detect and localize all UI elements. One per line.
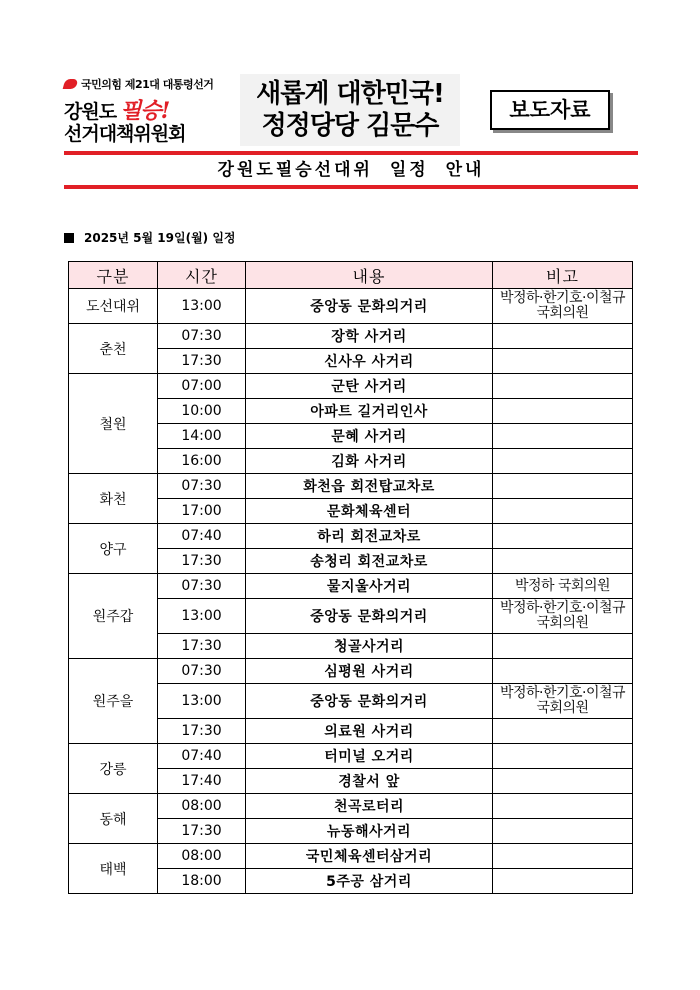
note-line2: 국회의원 — [536, 615, 589, 631]
title-rule-bottom — [64, 185, 638, 189]
region-cell: 태백 — [69, 844, 158, 894]
content-cell: 경찰서 앞 — [246, 769, 493, 794]
region-cell: 화천 — [69, 474, 158, 524]
time-cell: 07:30 — [158, 324, 246, 349]
party-line: 국민의힘 제21대 대통령선거 — [64, 76, 213, 92]
title-rule-top — [64, 151, 638, 155]
schedule-table — [68, 261, 633, 894]
time-cell: 10:00 — [158, 399, 246, 424]
time-cell: 14:00 — [158, 424, 246, 449]
time-cell: 07:40 — [158, 744, 246, 769]
time-cell: 16:00 — [158, 449, 246, 474]
note-cell — [493, 499, 633, 524]
note-cell — [493, 374, 633, 399]
content-cell: 천곡로터리 — [246, 794, 493, 819]
region-cell: 동해 — [69, 794, 158, 844]
note-cell — [493, 769, 633, 794]
time-cell: 17:30 — [158, 634, 246, 659]
note-cell — [493, 474, 633, 499]
table-row — [69, 374, 633, 399]
content-cell: 문화체육센터 — [246, 499, 493, 524]
press-release-label: 보도자료 — [490, 90, 610, 130]
table-row — [69, 794, 633, 819]
note-cell — [493, 324, 633, 349]
note-cell — [493, 869, 633, 894]
note-cell — [493, 684, 633, 719]
note-cell — [493, 659, 633, 684]
note-line1: 박정하·한기호·이철규 — [499, 290, 626, 306]
region-cell: 강릉 — [69, 744, 158, 794]
slogan-line2: 정정당당 김문수 — [261, 111, 439, 141]
content-cell: 터미널 오거리 — [246, 744, 493, 769]
content-cell: 청골사거리 — [246, 634, 493, 659]
table-row — [69, 574, 633, 599]
table-row — [69, 524, 633, 549]
note-cell — [493, 819, 633, 844]
table-row — [69, 324, 633, 349]
content-cell: 물지울사거리 — [246, 574, 493, 599]
region-cell: 철원 — [69, 374, 158, 474]
note-cell — [493, 794, 633, 819]
region-cell: 도선대위 — [69, 289, 158, 324]
content-cell: 장학 사거리 — [246, 324, 493, 349]
time-cell: 17:30 — [158, 719, 246, 744]
content-cell: 김화 사거리 — [246, 449, 493, 474]
content-cell: 심평원 사거리 — [246, 659, 493, 684]
content-cell: 하리 회전교차로 — [246, 524, 493, 549]
time-cell: 17:40 — [158, 769, 246, 794]
time-cell: 07:40 — [158, 524, 246, 549]
content-cell: 신사우 사거리 — [246, 349, 493, 374]
time-cell: 17:00 — [158, 499, 246, 524]
region-cell: 원주갑 — [69, 574, 158, 659]
content-cell: 중앙동 문화의거리 — [246, 599, 493, 634]
note-cell — [493, 719, 633, 744]
table-row — [69, 844, 633, 869]
note-cell — [493, 449, 633, 474]
note-cell — [493, 599, 633, 634]
content-cell: 의료원 사거리 — [246, 719, 493, 744]
note-line2: 국회의원 — [536, 305, 589, 321]
header-note: 비고 — [493, 262, 633, 289]
content-cell: 아파트 길거리인사 — [246, 399, 493, 424]
time-cell: 17:30 — [158, 549, 246, 574]
note-line1: 박정하·한기호·이철규 — [499, 685, 626, 701]
header-region: 구분 — [69, 262, 158, 289]
note-cell — [493, 574, 633, 599]
content-cell: 국민체육센터삼거리 — [246, 844, 493, 869]
content-cell: 군탄 사거리 — [246, 374, 493, 399]
note-cell — [493, 524, 633, 549]
table-header-row — [69, 262, 633, 289]
note-cell — [493, 289, 633, 324]
note-cell — [493, 349, 633, 374]
note-cell — [493, 844, 633, 869]
schedule-date: 2025년 5월 19일(월) 일정 — [64, 229, 236, 246]
table-row — [69, 289, 633, 324]
document-title: 강원도필승선대위 일정 안내 — [217, 160, 485, 180]
party-logo-icon — [63, 79, 79, 89]
header-content: 내용 — [246, 262, 493, 289]
schedule-body — [69, 289, 633, 894]
region-cell: 양구 — [69, 524, 158, 574]
content-cell: 뉴동해사거리 — [246, 819, 493, 844]
region-cell: 원주을 — [69, 659, 158, 744]
note-cell — [493, 549, 633, 574]
content-cell: 중앙동 문화의거리 — [246, 289, 493, 324]
time-cell: 07:30 — [158, 574, 246, 599]
region-cell: 춘천 — [69, 324, 158, 374]
time-cell: 07:00 — [158, 374, 246, 399]
header-time: 시간 — [158, 262, 246, 289]
content-cell: 송청리 회전교차로 — [246, 549, 493, 574]
campaign-logo — [64, 74, 244, 144]
slogan-line1: 새롭게 대한민국! — [256, 79, 444, 109]
time-cell: 13:00 — [158, 599, 246, 634]
content-cell: 5주공 삼거리 — [246, 869, 493, 894]
content-cell: 문혜 사거리 — [246, 424, 493, 449]
note-line2: 국회의원 — [536, 700, 589, 716]
note-line1: 박정하·한기호·이철규 — [499, 600, 626, 616]
note-cell — [493, 634, 633, 659]
time-cell: 17:30 — [158, 819, 246, 844]
note-cell — [493, 399, 633, 424]
content-cell: 중앙동 문화의거리 — [246, 684, 493, 719]
content-cell: 화천읍 회전탑교차로 — [246, 474, 493, 499]
time-cell: 13:00 — [158, 684, 246, 719]
table-row — [69, 744, 633, 769]
time-cell: 08:00 — [158, 844, 246, 869]
table-row — [69, 474, 633, 499]
slogan-banner — [240, 74, 460, 146]
time-cell: 13:00 — [158, 289, 246, 324]
time-cell: 18:00 — [158, 869, 246, 894]
org-name-line2: 선거대책위원회 — [64, 123, 186, 145]
table-row — [69, 659, 633, 684]
time-cell: 07:30 — [158, 659, 246, 684]
org-name-line1: 강원도 필승! — [64, 98, 170, 124]
time-cell: 08:00 — [158, 794, 246, 819]
time-cell: 07:30 — [158, 474, 246, 499]
bullet-square-icon — [64, 233, 74, 243]
time-cell: 17:30 — [158, 349, 246, 374]
note-cell — [493, 744, 633, 769]
note-cell — [493, 424, 633, 449]
note-line1: 박정하 국회의원 — [514, 577, 611, 594]
